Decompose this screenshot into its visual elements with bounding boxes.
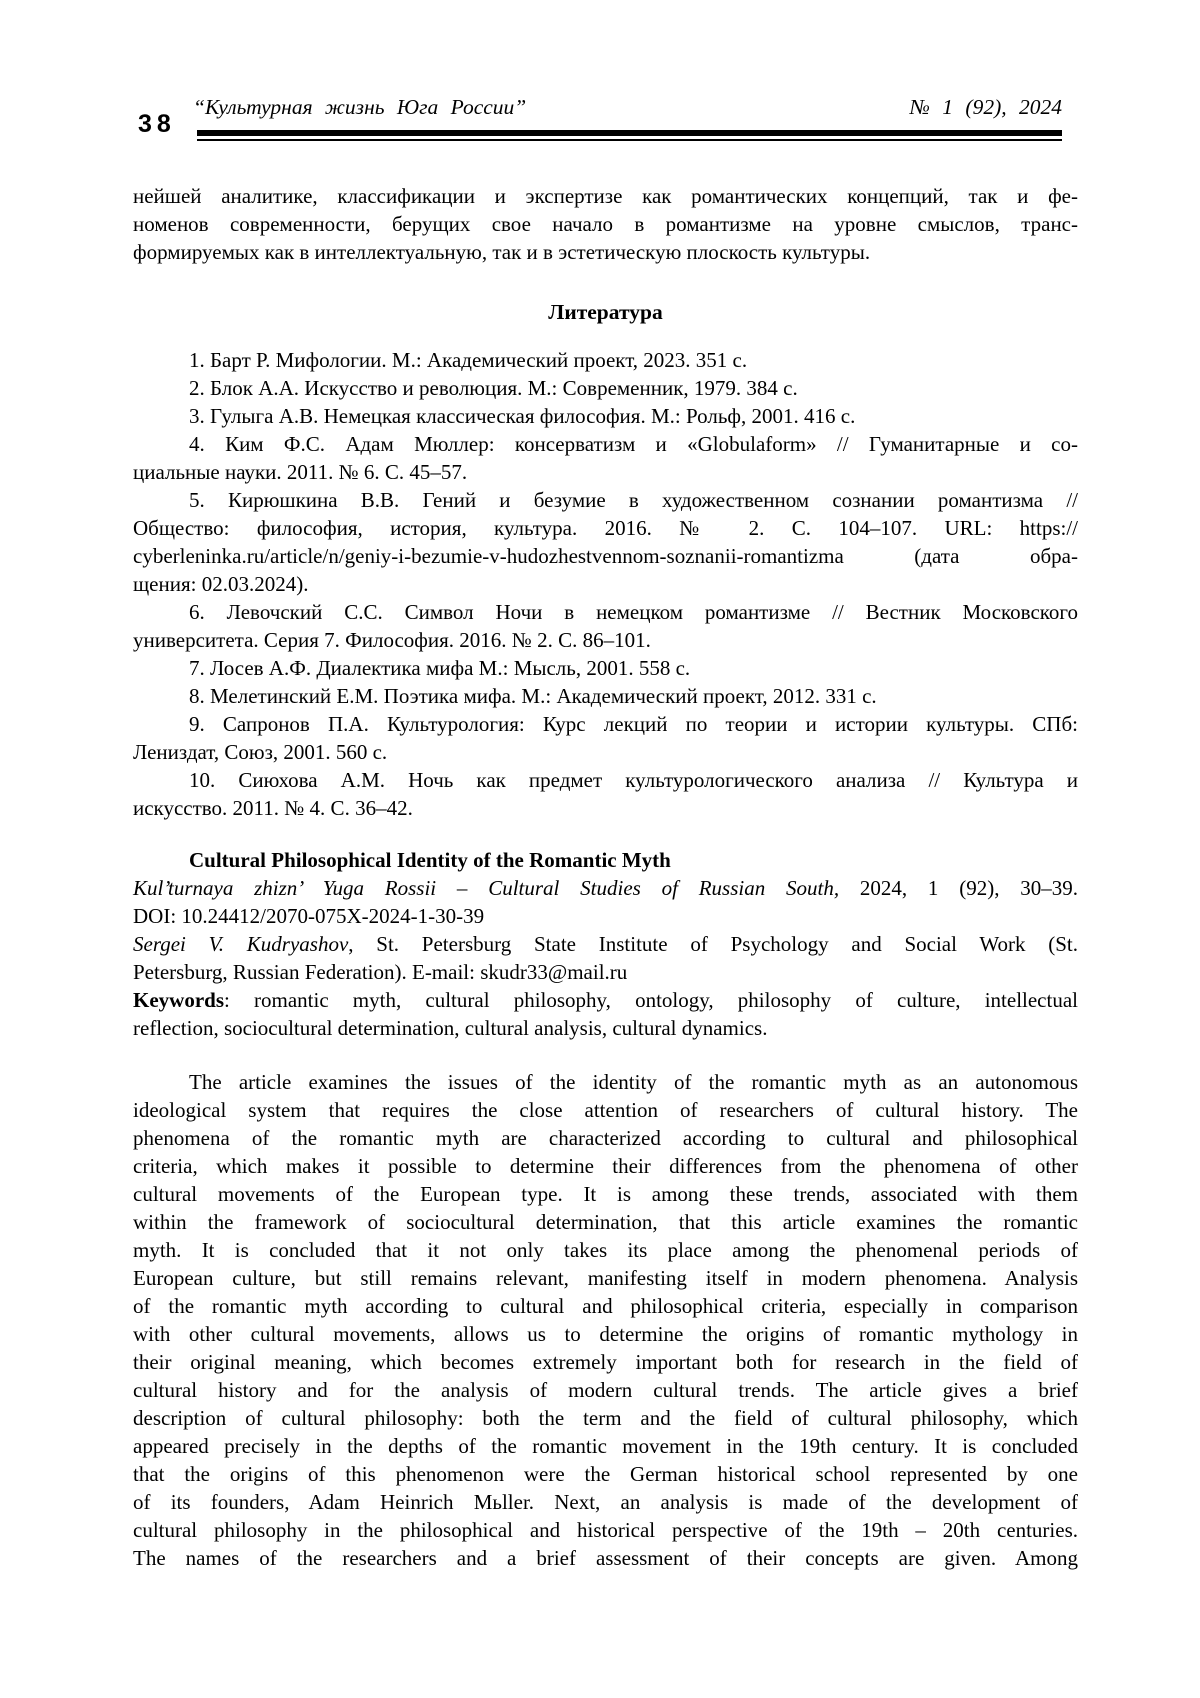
reference-item: [133, 346, 1078, 374]
italic-text: Kul’turnaya zhizn’ Yuga Rossii – Cultural Studies of Russian South,: [133, 876, 840, 900]
text-line: 10. Сиюхова А.М. Ночь как предмет культурологического анализа // Культура и: [189, 768, 1078, 792]
text: : romantic myth, cultural philosophy, ontology, philosophy of culture, intellectual: [224, 988, 1078, 1012]
text-line: искусство. 2011. № 4. С. 36–42.: [133, 796, 413, 820]
reference-list: [133, 346, 1078, 822]
page-number: 38: [138, 110, 176, 138]
reference-item: [133, 374, 1078, 402]
text-line: 7. Лосев А.Ф. Диалектика мифа М.: Мысль, 2001. 558 с.: [189, 656, 691, 680]
text-line: циальные науки. 2011. № 6. С. 45–57.: [133, 460, 468, 484]
text-line: of the romantic myth according to cultural and philosophical criteria, especially in comparison: [133, 1294, 1078, 1318]
text-line: Лениздат, Союз, 2001. 560 с.: [133, 740, 388, 764]
text-line: cultural movements of the European type. It is among these trends, associated with them: [133, 1182, 1078, 1206]
text-line: [133, 930, 1078, 958]
running-head: [193, 94, 1062, 120]
reference-item: [133, 710, 1078, 766]
text-line: within the framework of sociocultural determination, that this article examines the romantic: [133, 1210, 1078, 1234]
text-line: 5. Кирюшкина В.В. Гений и безумие в художественном сознании романтизма //: [189, 488, 1078, 512]
article-body: [133, 182, 1078, 1572]
reference-item: [133, 654, 1078, 682]
text-line: номенов современности, берущих свое начало в романтизме на уровне смыслов, транс-: [133, 212, 1078, 236]
text-line: нейшей аналитике, классификации и экспертизе как романтических концепций, так и фе-: [133, 184, 1078, 208]
text-line: ideological system that requires the close attention of researchers of cultural history. The: [133, 1098, 1078, 1122]
text-line: reflection, sociocultural determination, cultural analysis, cultural dynamics.: [133, 1016, 768, 1040]
text-line: Общество: философия, история, культура. 2016. № 2. С. 104–107. URL: https://: [133, 516, 1078, 540]
article-title-en: [133, 846, 1078, 874]
text-line: description of cultural philosophy: both the term and the field of cultural philosophy, which: [133, 1406, 1078, 1430]
text-line: The article examines the issues of the identity of the romantic myth as an autonomous: [189, 1070, 1078, 1094]
header-rule-thin: [197, 139, 1062, 141]
header-rule-thick: [197, 130, 1062, 136]
text-line: формируемых как в интеллектуальную, так и в эстетическую плоскость культуры.: [133, 240, 871, 264]
text-line: 3. Гулыга А.В. Немецкая классическая философия. М.: Рольф, 2001. 416 с.: [189, 404, 856, 428]
text: , St. Petersburg State Institute of Psychology and Social Work (St.: [348, 932, 1078, 956]
reference-item: [133, 402, 1078, 430]
text-line: The names of the researchers and a brief assessment of their concepts are given. Among: [133, 1546, 1078, 1570]
text-line: their original meaning, which becomes extremely important both for research in the field of: [133, 1350, 1078, 1374]
text: 2024, 1 (92), 30–39.: [839, 876, 1078, 900]
text-line: that the origins of this phenomenon were the German historical school represented by one: [133, 1462, 1078, 1486]
text-line: cultural philosophy in the philosophical and historical perspective of the 19th – 20th centuries.: [133, 1518, 1078, 1542]
text-line: criteria, which makes it possible to determine their differences from the phenomena of other: [133, 1154, 1078, 1178]
text-line: [133, 874, 1078, 902]
text-line: 6. Левочский С.С. Символ Ночи в немецком романтизме // Вестник Московского: [189, 600, 1078, 624]
text-line: cyberleninka.ru/article/n/geniy-i-bezumie-v-hudozhestvennom-soznanii-romantizma (дата обра-: [133, 544, 1078, 568]
citation-line: [133, 874, 1078, 902]
bold-text: Keywords: [133, 988, 224, 1012]
text-line: 4. Ким Ф.С. Адам Мюллер: консерватизм и «Globulaform» // Гуманитарные и со-: [189, 432, 1078, 456]
page-header: [0, 0, 1200, 146]
text-line: with other cultural movements, allows us to determine the origins of romantic mythology in: [133, 1322, 1078, 1346]
text-line: 9. Сапронов П.А. Культурология: Курс лекций по теории и истории культуры. СПб:: [189, 712, 1078, 736]
literature-heading: Литература: [548, 300, 663, 324]
reference-item: [133, 682, 1078, 710]
text-line: Petersburg, Russian Federation). E-mail: skudr33@mail.ru: [133, 960, 628, 984]
abstract-paragraph: [133, 1068, 1078, 1572]
header-rule: [197, 130, 1062, 141]
text-line: appeared precisely in the depths of the romantic movement in the 19th century. It is concluded: [133, 1434, 1078, 1458]
text-line: European culture, but still remains relevant, manifesting itself in modern phenomena. Analysis: [133, 1266, 1078, 1290]
reference-item: [133, 766, 1078, 822]
reference-item: [133, 430, 1078, 486]
bold-text: Cultural Philosophical Identity of the Romantic Myth: [189, 848, 671, 872]
text-line: 1. Барт Р. Мифологии. М.: Академический проект, 2023. 351 с.: [189, 348, 748, 372]
issue-info: № 1 (92), 2024: [909, 95, 1062, 119]
text-line: университета. Серия 7. Философия. 2016. № 2. С. 86–101.: [133, 628, 651, 652]
keywords-line: [133, 986, 1078, 1042]
doi-line: [133, 902, 1078, 930]
text-line: [133, 846, 1078, 874]
text-line: [133, 986, 1078, 1014]
journal-title: “Культурная жизнь Юга России”: [193, 95, 527, 119]
text-line: щения: 02.03.2024).: [133, 572, 309, 596]
reference-item: [133, 486, 1078, 598]
english-metadata: [133, 846, 1078, 1042]
intro-paragraph: [133, 182, 1078, 266]
text-line: phenomena of the romantic myth are characterized according to cultural and philosophical: [133, 1126, 1078, 1150]
reference-item: [133, 598, 1078, 654]
italic-text: Sergei V. Kudryashov: [133, 932, 349, 956]
text-line: of its founders, Adam Heinrich Mьller. Next, an analysis is made of the development of: [133, 1490, 1078, 1514]
author-line: [133, 930, 1078, 986]
text-line: cultural history and for the analysis of modern cultural trends. The article gives a brief: [133, 1378, 1078, 1402]
text-line: myth. It is concluded that it not only takes its place among the phenomenal periods of: [133, 1238, 1078, 1262]
text-line: 8. Мелетинский Е.М. Поэтика мифа. М.: Академический проект, 2012. 331 с.: [189, 684, 877, 708]
text-line: 2. Блок А.А. Искусство и революция. М.: Современник, 1979. 384 с.: [189, 376, 798, 400]
text-line: DOI: 10.24412/2070-075X-2024-1-30-39: [133, 904, 485, 928]
